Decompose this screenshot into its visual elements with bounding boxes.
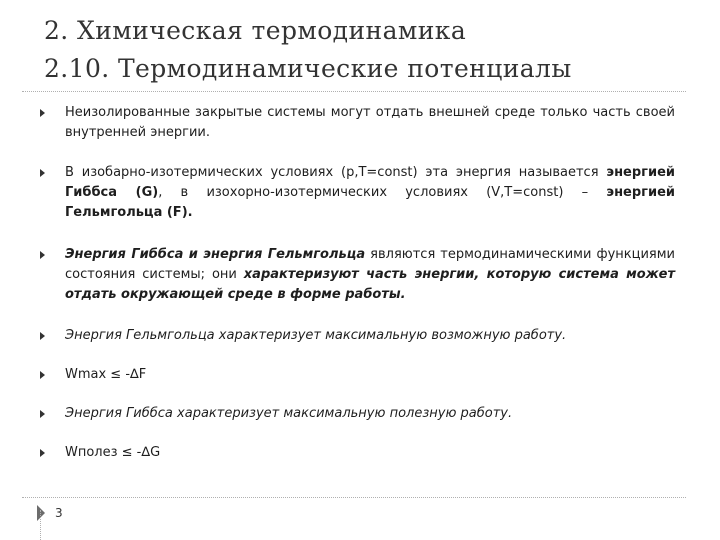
bullet-formula: Wполез ≤ -∆G — [65, 445, 161, 460]
bullet-emphasis: характеризуют часть энергии, которую система может отдать окружающей среде в форме работы. — [65, 267, 676, 302]
bullet-text — [65, 245, 675, 305]
page-marker-icon — [37, 505, 45, 521]
bullet-text: Энергия Гельмгольца характеризует максимальную возможную работу. — [65, 328, 567, 343]
bullet-text-normal: являются термодинамическими функциями состояния системы; они — [65, 247, 675, 282]
bullet-arrow-icon — [40, 449, 45, 457]
bullet-text-normal: В изобарно-изотермических условиях (p,T=const) эта энергия называется — [65, 165, 607, 180]
bullet-emphasis: Энергия Гиббса и энергия Гельмгольца — [65, 247, 366, 262]
bullet-item-3 — [40, 245, 675, 305]
bullet-item-5 — [40, 365, 675, 385]
bullet-arrow-icon — [40, 109, 45, 117]
bullet-text-normal: , в изохорно-изотермических условиях (V,T=const) – — [158, 185, 607, 200]
bullet-arrow-icon — [40, 371, 45, 379]
bullet-text: Энергия Гиббса характеризует максимальную полезную работу. — [65, 406, 513, 421]
slide-title-line-2: 2.10. Термодинамические потенциалы — [44, 54, 572, 83]
bullet-arrow-icon — [40, 332, 45, 340]
bullet-text: Неизолированные закрытые системы могут отдать внешней среде только часть своей внутренней энергии. — [65, 105, 675, 140]
helmholtz-energy-term: энергией Гельмгольца (F). — [65, 185, 675, 220]
footer-vertical-rule — [40, 510, 41, 540]
page-number: 3 — [55, 506, 63, 520]
bullet-arrow-icon — [40, 251, 45, 259]
bullet-arrow-icon — [40, 410, 45, 418]
bullet-formula: Wmax ≤ -∆F — [65, 367, 147, 382]
bullet-item-7 — [40, 443, 675, 463]
bullet-item-6 — [40, 404, 675, 424]
footer-divider — [22, 497, 686, 498]
gibbs-energy-term: энергией Гиббса (G) — [65, 165, 675, 200]
bullet-text — [65, 163, 675, 223]
bullet-item-1 — [40, 103, 675, 143]
bullet-item-4 — [40, 326, 675, 346]
bullet-item-2 — [40, 163, 675, 223]
slide-title-line-1: 2. Химическая термодинамика — [44, 16, 467, 45]
title-divider — [22, 91, 686, 92]
bullet-arrow-icon — [40, 169, 45, 177]
